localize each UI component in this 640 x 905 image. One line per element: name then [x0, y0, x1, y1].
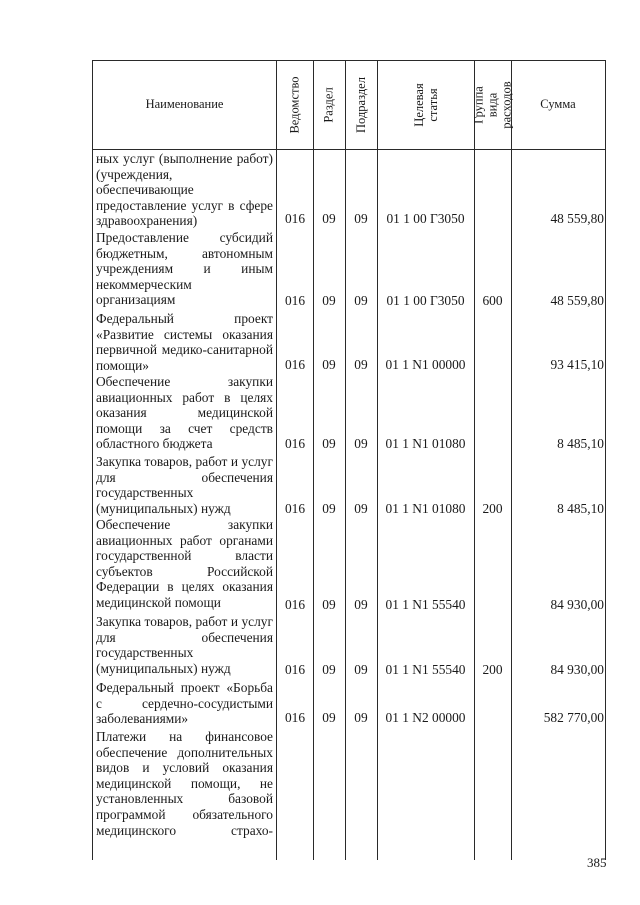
row-7-section: 09: [322, 662, 336, 677]
row-1-amount: 48 559,80: [550, 211, 604, 226]
table-left-border: [92, 60, 93, 860]
table-right-border: [605, 60, 606, 860]
header-group-cell: [471, 61, 514, 149]
row-5-amount: 8 485,10: [557, 501, 604, 516]
row-6-amount: 84 930,00: [550, 597, 604, 612]
header-target-article: Целевая статья: [411, 83, 440, 127]
row-3-section: 09: [322, 357, 336, 372]
row-5-section: 09: [322, 501, 336, 516]
row-1-subsection: 09: [354, 211, 368, 226]
row-7-subsection: 09: [354, 662, 368, 677]
col-divider-2: [313, 60, 314, 860]
row-2-name: Предоставление субсидий бюджетным, автономным учреждениям и иным некоммерческим организациям: [96, 230, 273, 308]
header-bottom-border: [92, 149, 606, 150]
header-section-cell: [313, 61, 345, 149]
row-4-name: Обеспечение закупки авиационных работ в целях оказания медицинской помощи за счет средств областного бюджета: [96, 374, 273, 452]
row-4-ministry: 016: [284, 436, 306, 451]
col-divider-6: [511, 60, 512, 860]
row-3-amount: 93 415,10: [550, 357, 604, 372]
row-3-subsection: 09: [354, 357, 368, 372]
col-divider-3: [345, 60, 346, 860]
row-5-subsection: 09: [354, 501, 368, 516]
row-8-section: 09: [322, 710, 336, 725]
row-2-subsection: 09: [354, 293, 368, 308]
row-4-subsection: 09: [354, 436, 368, 451]
row-2-group: 600: [482, 293, 503, 308]
row-3-name: Федеральный проект «Развитие системы оказания первичной медико-санитарной помощи»: [96, 311, 273, 373]
page-number: 385: [587, 855, 607, 870]
row-6-section: 09: [322, 597, 336, 612]
row-1-name: ных услуг (выполнение работ) (учреждения, обеспечивающие предоставление услуг в сфере здравоохранения): [96, 151, 273, 229]
row-2-amount: 48 559,80: [550, 293, 604, 308]
col-divider-4: [377, 60, 378, 860]
header-ministry-cell: [276, 61, 313, 149]
row-4-target: 01 1 N1 01080: [385, 436, 466, 451]
row-7-name: Закупка товаров, работ и услуг для обеспечения государственных (муниципальных) нужд: [96, 614, 273, 676]
row-8-name: Федеральный проект «Борьба с сердечно-сосудистыми заболеваниями»: [96, 680, 273, 727]
col-divider-1: [276, 60, 277, 860]
row-5-name: Закупка товаров, работ и услуг для обеспечения государственных (муниципальных) нужд: [96, 454, 273, 516]
row-1-ministry: 016: [284, 211, 306, 226]
row-2-ministry: 016: [284, 293, 306, 308]
header-subsection: Подраздел: [354, 77, 368, 133]
row-3-ministry: 016: [284, 357, 306, 372]
header-expense-group: Группа вида расходов: [471, 81, 514, 129]
header-amount: Сумма: [540, 97, 576, 111]
row-5-group: 200: [482, 501, 503, 516]
header-subsection-cell: [345, 61, 377, 149]
row-1-target: 01 1 00 Г3050: [386, 211, 465, 226]
header-target-cell: [377, 61, 474, 149]
row-6-ministry: 016: [284, 597, 306, 612]
row-6-target: 01 1 N1 55540: [385, 597, 466, 612]
row-2-target: 01 1 00 Г3050: [386, 293, 465, 308]
header-ministry: Ведомство: [287, 76, 302, 134]
row-4-amount: 8 485,10: [557, 436, 604, 451]
row-7-group: 200: [482, 662, 503, 677]
row-8-ministry: 016: [284, 710, 306, 725]
row-5-ministry: 016: [284, 501, 306, 516]
row-7-amount: 84 930,00: [550, 662, 604, 677]
row-8-target: 01 1 N2 00000: [385, 710, 466, 725]
row-8-amount: 582 770,00: [543, 710, 604, 725]
row-2-section: 09: [322, 293, 336, 308]
row-1-section: 09: [322, 211, 336, 226]
row-6-subsection: 09: [354, 597, 368, 612]
row-8-subsection: 09: [354, 710, 368, 725]
header-name: Наименование: [145, 97, 224, 111]
row-3-target: 01 1 N1 00000: [385, 357, 466, 372]
col-divider-5: [474, 60, 475, 860]
row-9-name: Платежи на финансовое обеспечение дополнительных видов и условий оказания медицинской помощи, не установленных базовой программой обязательного медицинского страхо-: [96, 729, 273, 838]
row-5-target: 01 1 N1 01080: [385, 501, 466, 516]
row-7-target: 01 1 N1 55540: [385, 662, 466, 677]
row-4-section: 09: [322, 436, 336, 451]
header-section: Раздел: [322, 87, 337, 123]
row-6-name: Обеспечение закупки авиационных работ органами государственной власти субъектов Российской Федерации в целях оказания медицинской помощи: [96, 517, 273, 610]
row-7-ministry: 016: [284, 662, 306, 677]
